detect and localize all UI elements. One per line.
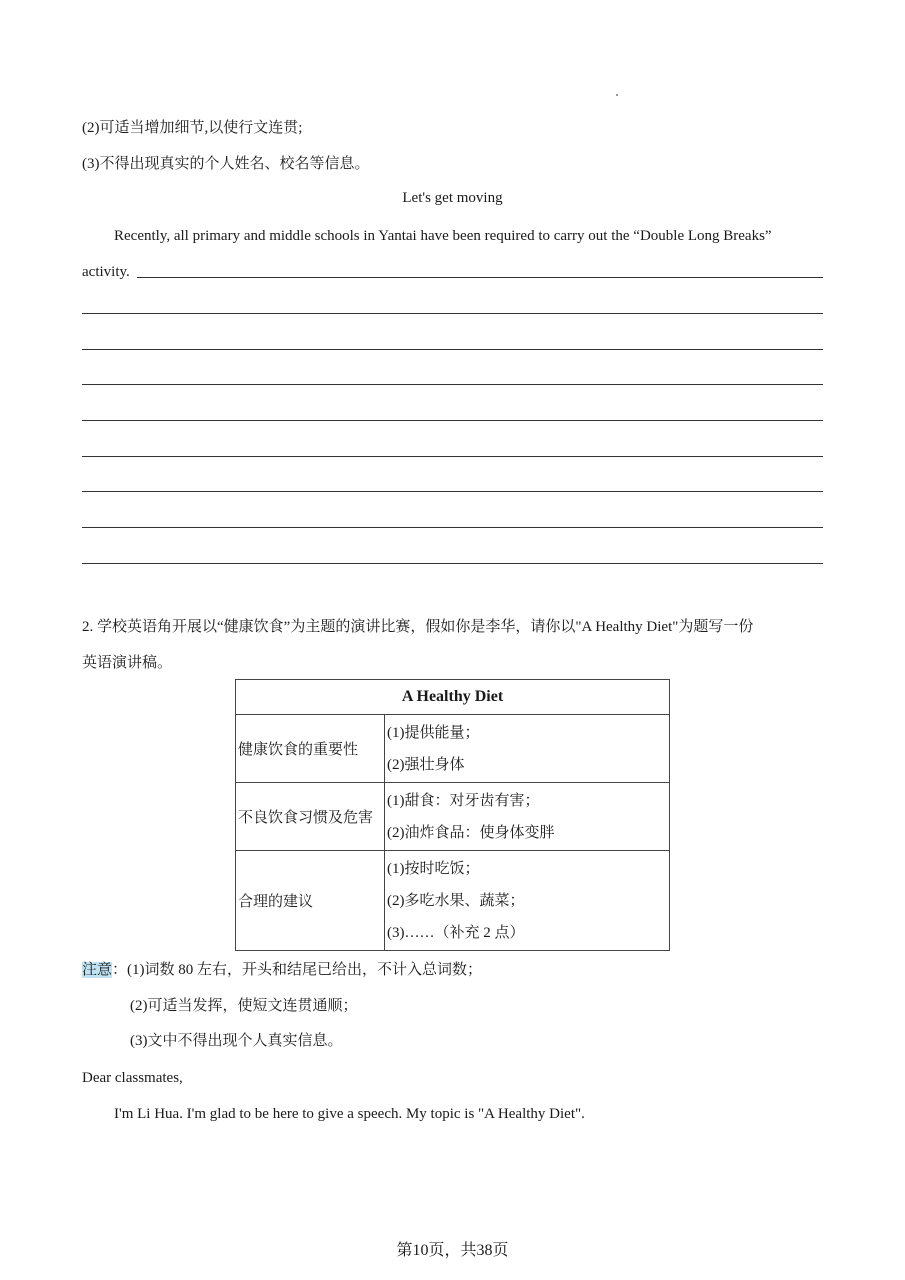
writing-line[interactable] <box>82 527 823 528</box>
speck-mark <box>616 94 618 96</box>
writing-line[interactable] <box>82 420 823 421</box>
table-row-points <box>385 715 670 783</box>
table-row-label: 合理的建议 <box>236 851 385 951</box>
question2-prompt-line2: 英语演讲稿。 <box>82 655 173 671</box>
notes-item-2: (2)可适当发挥，使短文连贯通顺； <box>130 998 358 1014</box>
table-row-points <box>385 783 670 851</box>
notes-label: 注意 <box>82 962 113 978</box>
question2-prompt-line1: 2. 学校英语角开展以“健康饮食”为主题的演讲比赛，假如你是李华，请你以"A Healthy Diet"为题写一份 <box>82 619 754 635</box>
letter-opening: I'm Li Hua. I'm glad to be here to give a speech. My topic is "A Healthy Diet". <box>114 1106 585 1122</box>
writing-line[interactable] <box>137 277 823 278</box>
notes-colon: ： <box>112 962 128 978</box>
instruction-item-3: (3)不得出现真实的个人姓名、校名等信息。 <box>82 156 370 172</box>
page-number: 第10页，共38页 <box>396 1242 509 1259</box>
table-point: (2)强壮身体 <box>387 756 465 773</box>
table-row-points <box>385 851 670 951</box>
essay-title: Let's get moving <box>402 190 503 206</box>
writing-line[interactable] <box>82 384 823 385</box>
notes-item-1: (1)词数 80 左右，开头和结尾已给出，不计入总词数； <box>127 962 483 978</box>
table-point: (2)多吃水果、蔬菜； <box>387 892 525 909</box>
writing-line[interactable] <box>82 491 823 492</box>
notes-item-3: (3)文中不得出现个人真实信息。 <box>130 1033 343 1049</box>
table-title: A Healthy Diet <box>236 680 670 715</box>
table-point: (3)……（补充 2 点） <box>387 924 525 941</box>
table-point: (1)甜食：对牙齿有害； <box>387 792 540 809</box>
table-point: (1)按时吃饭； <box>387 860 480 877</box>
table-row <box>236 783 670 851</box>
essay-opening-line2: activity. <box>82 264 130 280</box>
healthy-diet-table <box>235 679 670 951</box>
writing-line[interactable] <box>82 563 823 564</box>
table-row <box>236 851 670 951</box>
table-row-label: 不良饮食习惯及危害 <box>236 783 385 851</box>
notes-item-1-line <box>82 960 482 980</box>
writing-line[interactable] <box>82 349 823 350</box>
letter-salutation: Dear classmates, <box>82 1070 183 1086</box>
table-row-label: 健康饮食的重要性 <box>236 715 385 783</box>
table-row <box>236 715 670 783</box>
table-point: (1)提供能量； <box>387 724 480 741</box>
table-point: (2)油炸食品：使身体变胖 <box>387 824 555 841</box>
instruction-item-2: (2)可适当增加细节,以使行文连贯; <box>82 120 303 136</box>
essay-opening-line1: Recently, all primary and middle schools in Yantai have been required to carry out the “Double Long Breaks” <box>114 228 772 244</box>
writing-line[interactable] <box>82 313 823 314</box>
writing-line[interactable] <box>82 456 823 457</box>
